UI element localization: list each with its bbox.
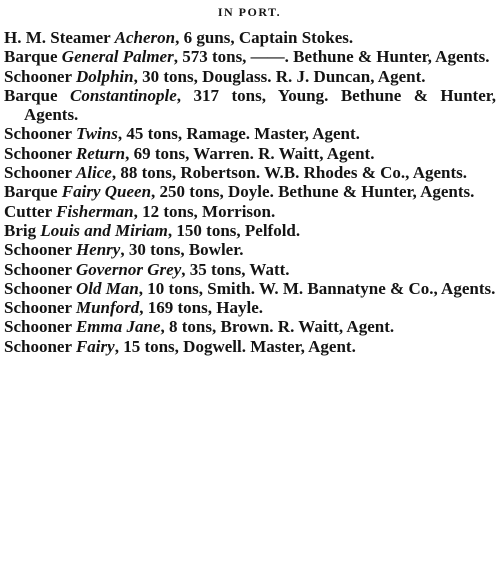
vessel-details: , 169 tons, Hayle. [139,298,263,318]
vessel-details: , 250 tons, Doyle. Bethune & Hunter, Agents. [151,182,475,202]
ship-list [4,28,496,356]
vessel-name: General Palmer [61,47,174,67]
vessel-type: Schooner [4,336,76,356]
vessel-name: Old Man [75,278,139,298]
vessel-details: , 573 tons, ——. Bethune & Hunter, Agents. [173,47,490,67]
ship-entry [4,28,496,47]
ship-entry [4,202,496,221]
vessel-details: , 15 tons, Dogwell. Master, Agent. [114,336,356,356]
vessel-name: Twins [75,124,118,144]
vessel-details: , 317 tons, Young. Bethune & Hunter, Agents. [24,85,496,125]
vessel-type: H. M. Steamer [4,28,115,47]
vessel-name: Acheron [114,28,176,47]
vessel-type: Schooner [4,259,76,279]
vessel-name: Dolphin [75,66,134,86]
vessel-type: Schooner [4,298,76,318]
ship-entry [4,182,496,201]
vessel-type: Barque [4,182,62,202]
vessel-type: Schooner [4,124,76,144]
ship-entry [4,240,496,259]
vessel-type: Schooner [4,163,76,183]
vessel-details: , 30 tons, Bowler. [120,240,244,260]
vessel-type: Schooner [4,66,76,86]
vessel-details: , 30 tons, Douglass. R. J. Duncan, Agent. [133,66,426,86]
ship-entry [4,124,496,143]
vessel-name: Fisherman [56,201,134,221]
vessel-type: Barque [4,47,62,67]
ship-entry [4,144,496,163]
vessel-type: Barque [4,85,71,105]
ship-entry [4,298,496,317]
ship-entry [4,47,496,66]
ship-entry [4,163,496,182]
vessel-name: Munford [75,298,140,318]
ship-entry [4,86,496,125]
ship-entry [4,317,496,336]
ship-entry [4,221,496,240]
vessel-name: Return [75,143,126,163]
vessel-type: Schooner [4,240,76,260]
vessel-name: Constantinople [70,85,177,105]
vessel-type: Schooner [4,278,76,298]
vessel-details: , 6 guns, Captain Stokes. [175,28,354,47]
vessel-details: , 8 tons, Brown. R. Waitt, Agent. [160,317,395,337]
vessel-type: Schooner [4,143,76,163]
vessel-details: , 150 tons, Pelfold. [167,220,301,240]
vessel-name: Henry [75,240,121,260]
vessel-name: Governor Grey [75,259,182,279]
ship-entry [4,67,496,86]
vessel-details: , 12 tons, Morrison. [133,201,276,221]
vessel-type: Cutter [4,201,57,221]
vessel-name: Louis and Miriam [40,220,168,240]
section-heading: IN PORT. [217,5,282,19]
vessel-details: , 45 tons, Ramage. Master, Agent. [117,124,360,144]
vessel-details: , 35 tons, Watt. [181,259,290,279]
ship-entry [4,260,496,279]
vessel-details: , 10 tons, Smith. W. M. Bannatyne & Co., Agents. [138,278,496,298]
vessel-name: Alice [75,163,112,183]
vessel-name: Fairy [75,336,115,356]
vessel-details: , 69 tons, Warren. R. Waitt, Agent. [125,143,375,163]
vessel-name: Fairy Queen [61,182,152,202]
vessel-name: Emma Jane [75,317,161,337]
vessel-type: Brig [4,220,41,240]
vessel-type: Schooner [4,317,76,337]
vessel-details: , 88 tons, Robertson. W.B. Rhodes & Co., Agents. [111,163,468,183]
ship-entry [4,279,496,298]
ship-entry [4,337,496,356]
